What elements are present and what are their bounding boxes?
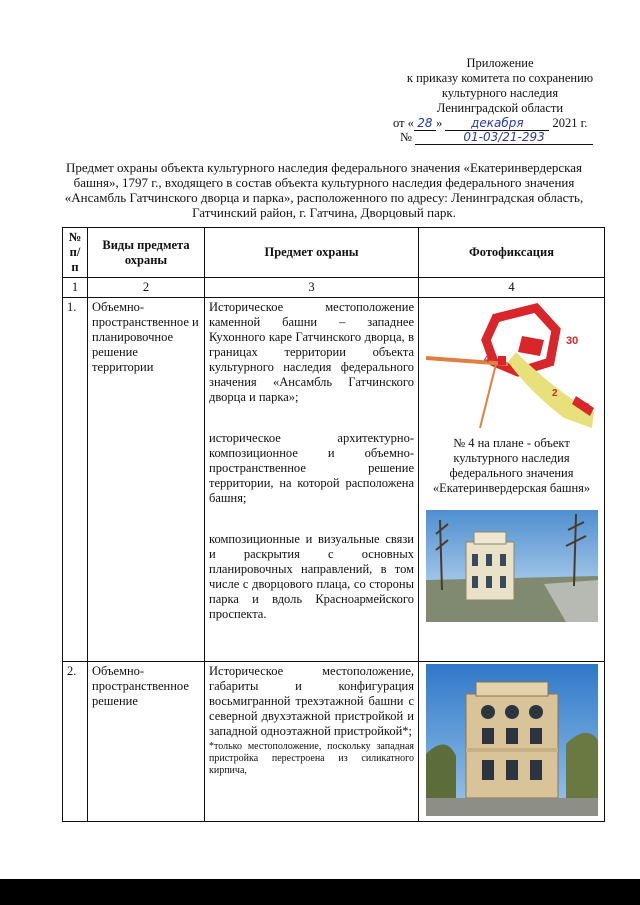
appendix-line: к приказу комитета по сохранению [406,71,594,85]
tower-photo-summer [426,664,598,816]
subject-note: *только местоположение, поскольку западная пристройка перестроена из силикатного кирпича, [209,741,414,776]
handwritten-number: 01-03/21-293 [415,130,593,145]
appendix-line: Приложение [466,56,534,70]
row-subject [205,298,419,662]
order-date: от « 28 » декабря 2021 г. [393,116,588,130]
row-photos [419,298,605,662]
site-plan-image [426,300,598,428]
row-number: 2. [63,662,88,822]
header-subject: Предмет охраны [205,228,419,278]
row-type: Объемно-пространственное и планировочное решение территории [88,298,205,662]
scan-edge-bar [0,879,640,905]
row-number: 1. [63,298,88,662]
table-row [63,662,605,822]
document-title: Предмет охраны объекта культурного наследия федерального значения «Екатеринвердерская башня», 1797 г., входящего в состав объекта культурного наследия федерального значения «Ансамбль Гатчинского дворца и парка», расположенного по адресу: Ленинградская область, Гатчинский район, г. Гатчина, Дворцовый парк. [64,160,584,220]
tower-photo-winter [426,510,598,622]
header-num: № п/п [63,228,88,278]
order-number: № 01-03/21-293 [400,130,593,145]
table-row [63,298,605,662]
row-subject [205,662,419,822]
row-photos [419,662,605,822]
plan-label: 2 [551,388,558,399]
appendix-header [380,56,620,116]
handwritten-month: декабря [445,116,549,131]
plan-label: 4 [483,354,490,365]
table-header-row [63,228,605,278]
plan-tower-marker [498,356,506,365]
plan-label: 3 [583,402,590,413]
header-photo: Фотофиксация [419,228,605,278]
subject-item: Историческое местоположение каменной башни – западнее Кухонного каре Гатчинского дворца, в границах территории объекта культурного наследия федерального значения «Ансамбль Гатчинского дворца и парка»; [209,300,414,404]
plan-label: 30 [565,335,578,347]
appendix-line: культурного наследия [441,86,559,100]
protection-table [62,227,605,822]
appendix-line: Ленинградской области [436,101,564,115]
subject-item: Историческое местоположение, габариты и конфигурация восьмигранной трехэтажной башни с северной двухэтажной пристройкой и западной одноэтажной пристройкой*; [209,664,414,738]
subject-item: композиционные и визуальные связи и раскрытия с основных планировочных направлений, в том числе с дворцового плаца, со стороны парка и вдоль Красноармейского проспекта. [209,532,414,621]
header-type: Виды предмета охраны [88,228,205,278]
plan-caption: № 4 на плане - объект культурного наследия федерального значения «Екатеринвердерская башня» [432,436,591,495]
column-number-row: 1 2 3 4 [63,278,605,298]
handwritten-day: 28 [414,116,436,131]
subject-item: историческое архитектурно-композиционное и объемно-пространственное решение территории, на которой расположена башня; [209,431,414,505]
row-type: Объемно-пространственное решение [88,662,205,822]
